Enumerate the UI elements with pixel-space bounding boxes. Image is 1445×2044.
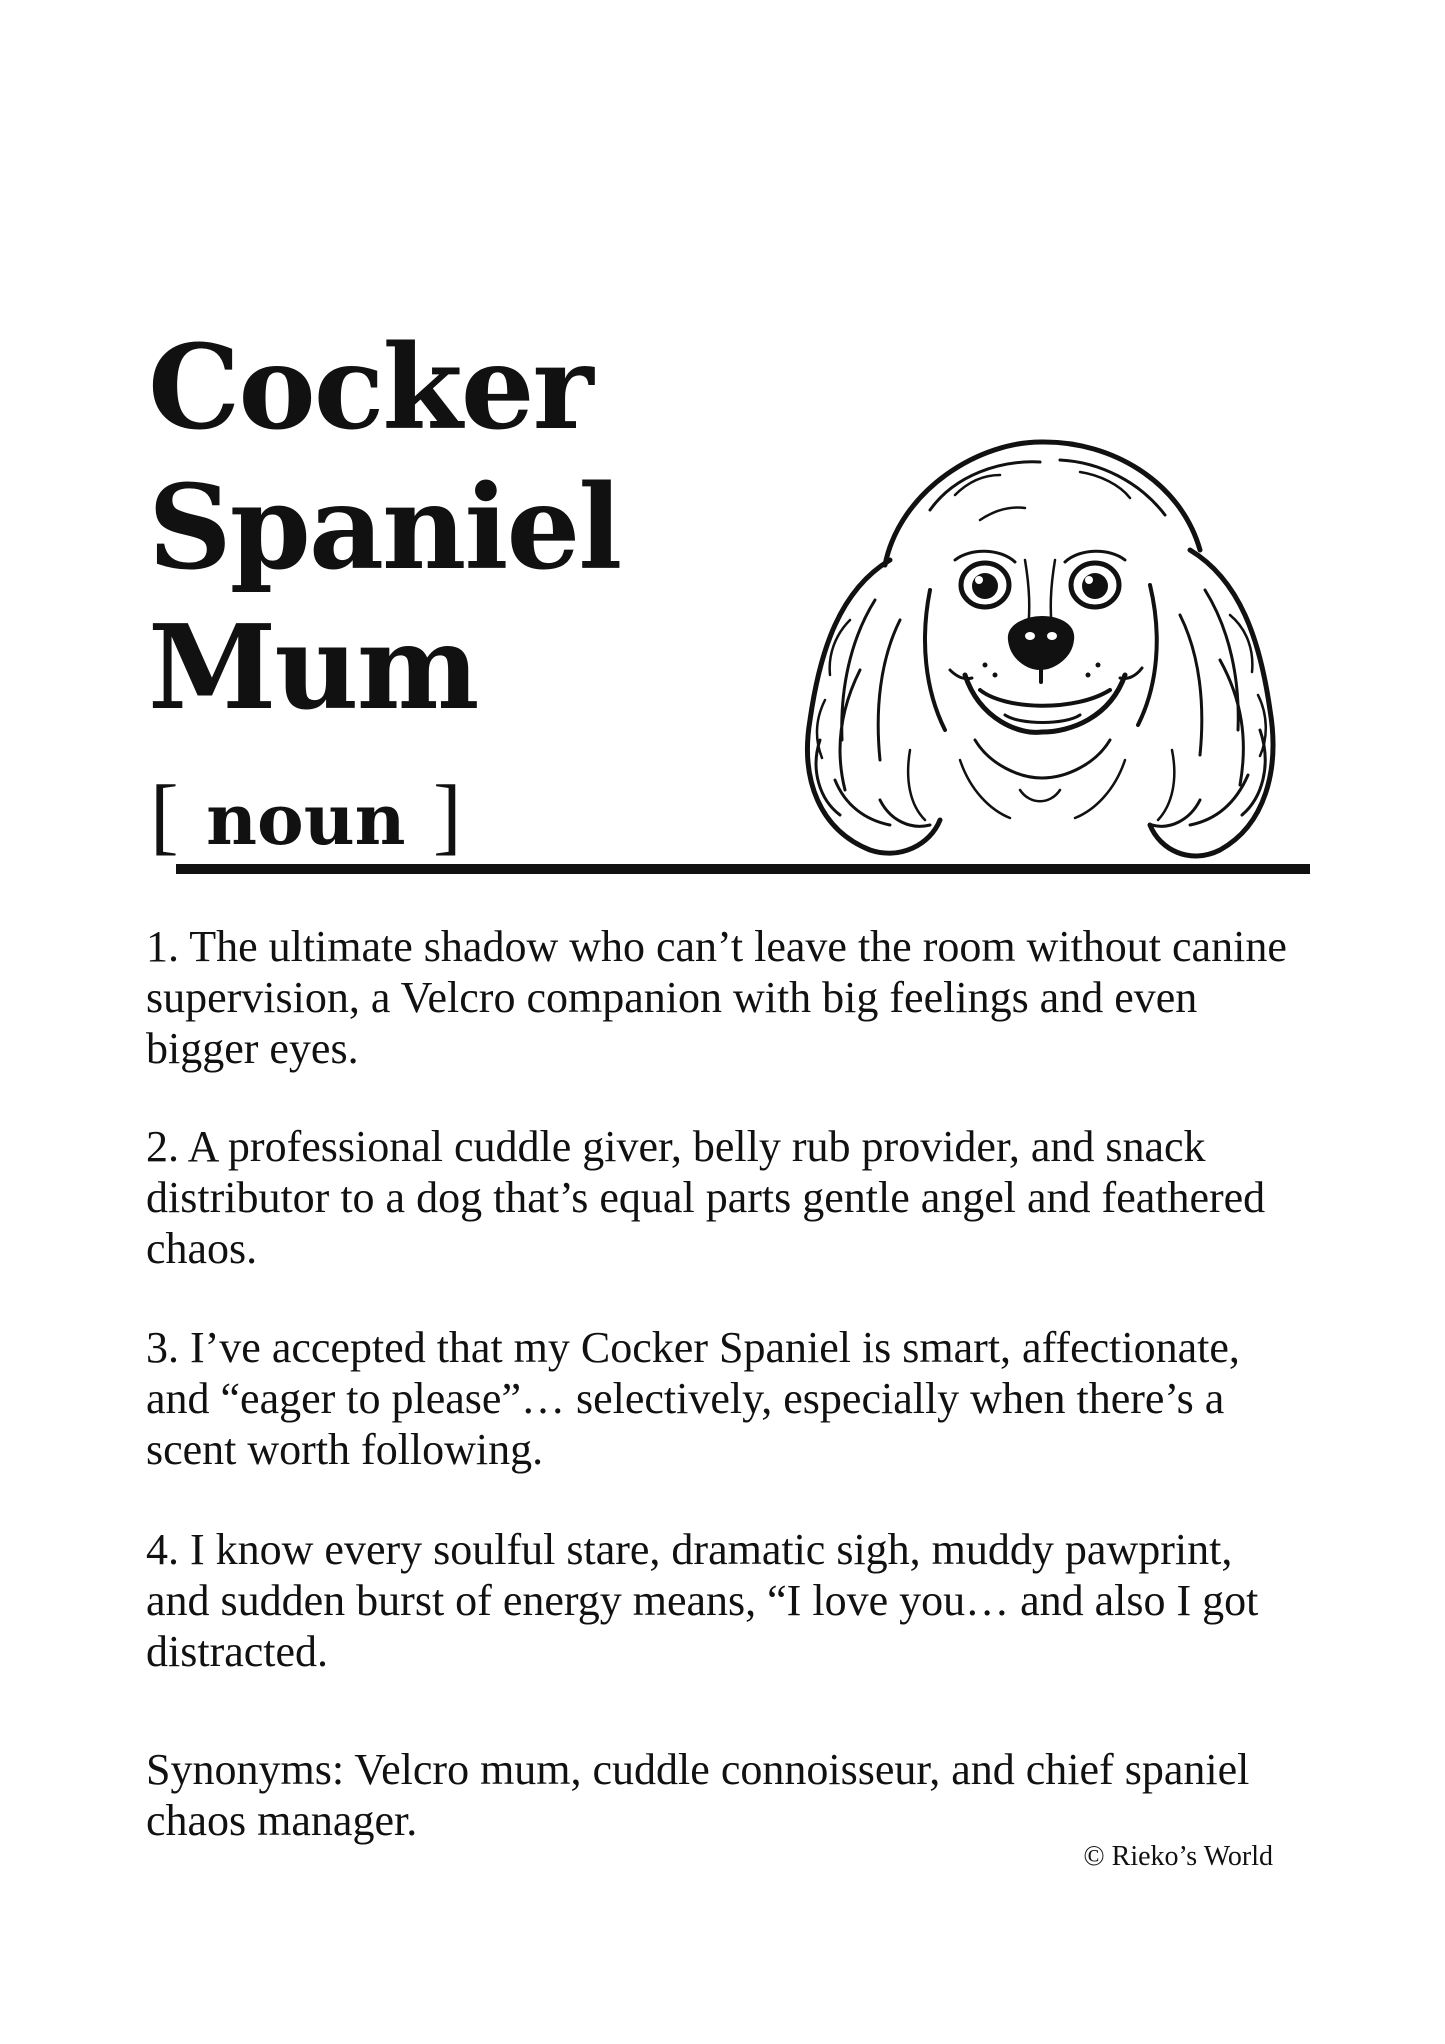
definition-3: 3. I’ve accepted that my Cocker Spaniel is smart, affectionate, and “eager to please”… selectively, especially when there’s a scent worth following. <box>146 1323 1240 1474</box>
title-line-1: Cocker <box>148 320 592 456</box>
definition-4: 4. I know every soulful stare, dramatic sigh, muddy pawprint, and sudden burst of energy means, “I love you… and also I got distracted. <box>146 1525 1259 1676</box>
copyright-notice: © Rieko’s World <box>1083 1841 1273 1872</box>
part-of-speech-word: noun <box>206 778 406 861</box>
cocker-spaniel-head-icon <box>780 420 1300 870</box>
part-of-speech <box>150 767 462 865</box>
open-bracket: [ <box>150 767 179 863</box>
page-title <box>148 318 620 738</box>
title-line-2: Spaniel <box>148 460 621 596</box>
synonyms: Synonyms: Velcro mum, cuddle connoisseur, and chief spaniel chaos manager. <box>146 1745 1250 1845</box>
definition-2: 2. A professional cuddle giver, belly rub provider, and snack distributor to a dog that’s equal parts gentle angel and feathered chaos. <box>146 1122 1266 1273</box>
divider-rule <box>176 864 1310 874</box>
close-bracket: ] <box>433 767 462 863</box>
title-line-3: Mum <box>148 600 478 736</box>
definition-1: 1. The ultimate shadow who can’t leave the room without canine supervision, a Velcro companion with big feelings and even bigger eyes. <box>146 922 1287 1073</box>
